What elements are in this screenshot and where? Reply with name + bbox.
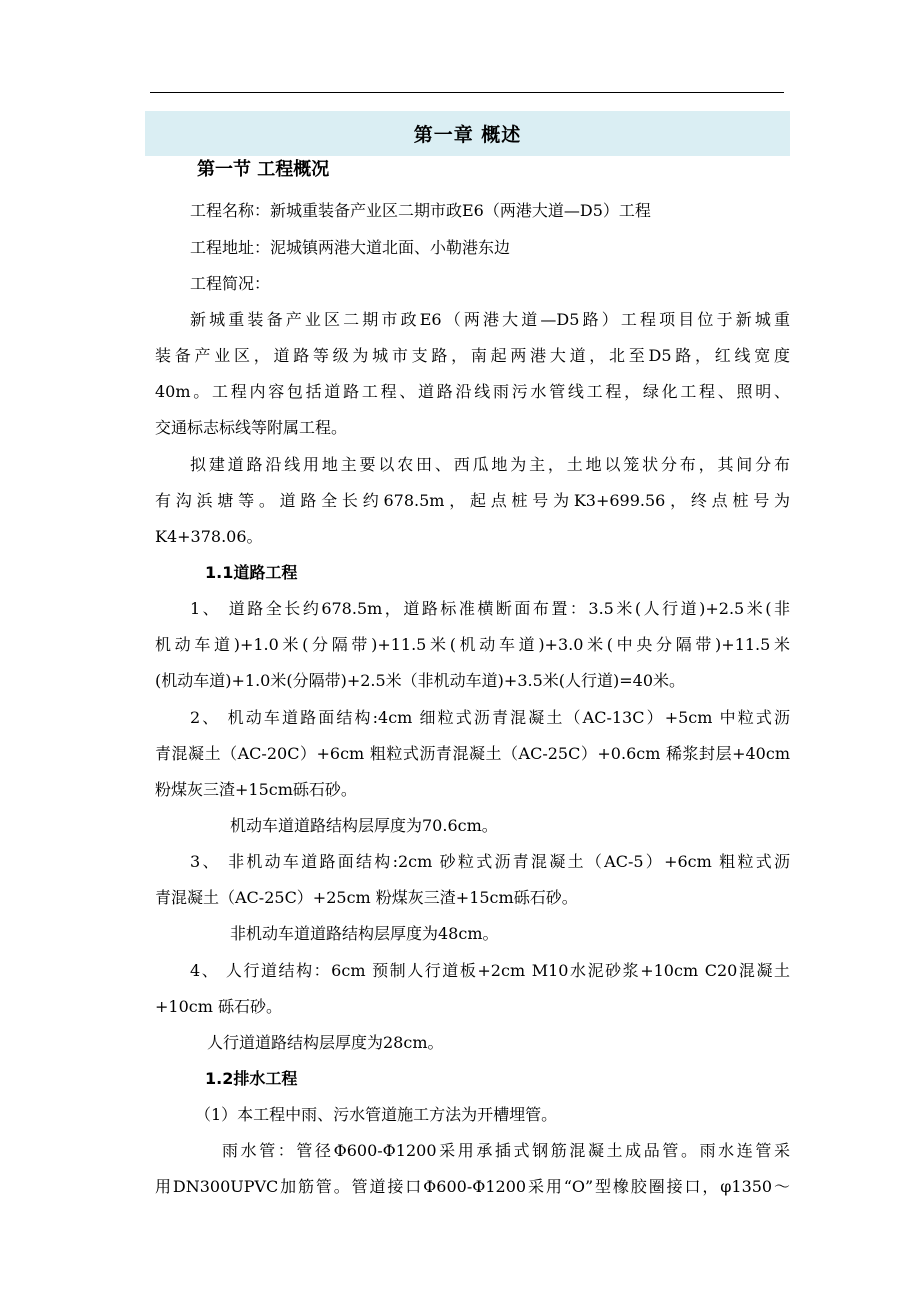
list-item-cont: 青混凝土（AC-20C）+6cm 粗粒式沥青混凝土（AC-25C）+0.6cm 稀浆封层+40cm (155, 744, 790, 763)
paragraph-line: （1）本工程中雨、污水管道施工方法为开槽埋管。 (195, 1105, 558, 1124)
list-item-note: 非机动车道道路结构层厚度为48cm。 (230, 924, 499, 943)
paragraph-line: 雨水管：管径Φ600-Φ1200采用承插式钢筋混凝土成品管。雨水连管采 (222, 1141, 790, 1160)
list-item-cont: +10cm 砾石砂。 (155, 997, 282, 1016)
paragraph-line: 40m。工程内容包括道路工程、道路沿线雨污水管线工程，绿化工程、照明、 (155, 382, 790, 401)
paragraph-line: 交通标志标线等附属工程。 (155, 418, 348, 437)
subsection-road: 1.1道路工程 (205, 563, 298, 582)
header-rule (150, 92, 784, 93)
project-address: 工程地址：泥城镇两港大道北面、小勒港东边 (190, 238, 511, 257)
list-item-note: 人行道道路结构层厚度为28cm。 (207, 1033, 444, 1052)
chapter-title: 第一章 概述 (145, 111, 790, 156)
list-item: 4、 人行道结构：6cm 预制人行道板+2cm M10水泥砂浆+10cm C20混凝土 (190, 961, 790, 980)
project-summary-label: 工程简况： (190, 274, 271, 293)
list-item-cont: 机动车道)+1.0米(分隔带)+11.5米(机动车道)+3.0米(中央分隔带)+11.5米 (155, 635, 790, 654)
paragraph-line: 拟建道路沿线用地主要以农田、西瓜地为主，土地以笼状分布，其间分布 (190, 455, 790, 474)
list-item: 3、 非机动车道路面结构:2cm 砂粒式沥青混凝土（AC-5）+6cm 粗粒式沥 (190, 852, 790, 871)
paragraph-line: 用DN300UPVC加筋管。管道接口Φ600-Φ1200采用“O”型橡胶圈接口，φ1350～ (155, 1177, 790, 1196)
subsection-drainage: 1.2排水工程 (205, 1069, 298, 1088)
section-title: 第一节 工程概况 (197, 159, 330, 180)
list-item: 2、 机动车道路面结构:4cm 细粒式沥青混凝土（AC-13C）+5cm 中粒式沥 (190, 708, 790, 727)
list-item-note: 机动车道道路结构层厚度为70.6cm。 (230, 816, 498, 835)
list-item-cont: (机动车道)+1.0米(分隔带)+2.5米（非机动车道)+3.5米(人行道)=40米。 (155, 671, 686, 690)
paragraph-line: 装备产业区，道路等级为城市支路，南起两港大道，北至D5路，红线宽度 (155, 346, 790, 365)
list-item: 1、 道路全长约678.5m，道路标准横断面布置：3.5米(人行道)+2.5米(非 (190, 599, 790, 618)
paragraph-line: 新城重装备产业区二期市政E6（两港大道—D5路）工程项目位于新城重 (190, 310, 790, 329)
list-item-cont: 粉煤灰三渣+15cm砾石砂。 (155, 780, 357, 799)
paragraph-line: K4+378.06。 (155, 527, 263, 546)
paragraph-line: 有沟浜塘等。道路全长约678.5m，起点桩号为K3+699.56，终点桩号为 (155, 491, 790, 510)
list-item-cont: 青混凝土（AC-25C）+25cm 粉煤灰三渣+15cm砾石砂。 (155, 888, 578, 907)
project-name: 工程名称：新城重装备产业区二期市政E6（两港大道—D5）工程 (190, 201, 651, 220)
